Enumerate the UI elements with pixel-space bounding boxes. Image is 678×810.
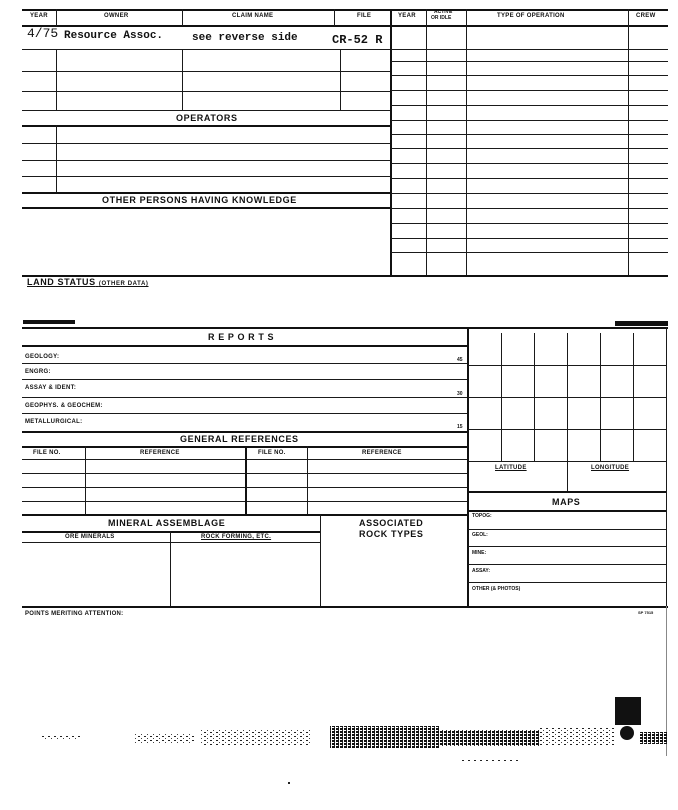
row-rule <box>22 542 320 543</box>
row-rule <box>468 582 666 583</box>
col-claim-name-header: CLAIM NAME <box>232 13 274 19</box>
owner-col-line <box>56 49 57 111</box>
refs-bottom-rule <box>22 514 467 516</box>
refs-col-line-center <box>245 446 247 515</box>
maps-heading: MAPS <box>552 497 581 507</box>
mineral-heading-rule <box>22 531 320 533</box>
right-row-rule <box>391 90 668 91</box>
land-status-sub: (OTHER DATA) <box>98 281 149 287</box>
file-col-line <box>340 49 341 111</box>
right-row-rule <box>391 163 668 164</box>
reports-heading: R E P O R T S <box>208 332 275 342</box>
report-engrg: ENGRG: <box>25 369 51 375</box>
row-rule <box>22 110 390 111</box>
row-rule <box>22 143 390 144</box>
refs-reference-2: REFERENCE <box>362 450 402 456</box>
operators-rule <box>22 125 390 127</box>
report-num-15: 15 <box>457 424 463 430</box>
upper-block-bottom-rule <box>22 275 668 277</box>
row-rule <box>22 160 390 161</box>
row-rule <box>22 176 390 177</box>
entry-owner: Resource Assoc. <box>64 30 164 42</box>
right-row-rule <box>391 148 668 149</box>
right-row-rule <box>391 75 668 76</box>
right-row-rule <box>391 49 668 50</box>
right-row-rule <box>391 252 668 253</box>
col-active-header-2: OR IDLE <box>431 15 452 21</box>
col-owner-header: OWNER <box>104 13 129 19</box>
col-year-header: YEAR <box>30 13 48 19</box>
row-rule <box>22 49 390 50</box>
right-row-rule <box>391 105 668 106</box>
grid-row <box>468 365 666 366</box>
grid-row <box>468 429 666 430</box>
other-persons-rule <box>22 192 390 194</box>
scan-noise-band <box>0 716 678 766</box>
entry-year: 4/75 <box>27 26 59 41</box>
right-row-rule <box>391 120 668 121</box>
row-rule <box>22 397 467 398</box>
associated-rock-types-2: ROCK TYPES <box>359 529 424 539</box>
mineral-assemblage-heading: MINERAL ASSEMBLAGE <box>108 518 226 528</box>
right-row-rule <box>391 134 668 135</box>
maps-geol: GEOL: <box>472 532 488 538</box>
row-rule <box>22 413 467 414</box>
right-row-rule <box>391 61 668 62</box>
row-rule <box>22 379 467 380</box>
header-divider <box>334 9 335 26</box>
refs-col-line <box>85 446 86 515</box>
reports-bottom-rule <box>22 431 467 433</box>
row-rule <box>468 564 666 565</box>
grid-row <box>468 397 666 398</box>
points-meriting-attention: POINTS MERITING ATTENTION: <box>25 611 124 617</box>
report-metallurgical: METALLURGICAL: <box>25 419 83 425</box>
row-rule <box>22 71 390 72</box>
latlong-divider <box>567 461 568 491</box>
longitude-label: LONGITUDE <box>591 465 630 471</box>
maps-assay: ASSAY: <box>472 568 491 574</box>
refs-file-no-2: FILE NO. <box>258 450 286 456</box>
right-row-rule <box>391 208 668 209</box>
refs-col-line <box>307 446 308 515</box>
operators-heading: OPERATORS <box>176 113 238 123</box>
right-row-rule <box>391 238 668 239</box>
rock-forming-label: ROCK FORMING, ETC. <box>201 534 272 540</box>
header-divider <box>182 9 183 26</box>
row-rule <box>22 363 467 364</box>
row-rule <box>468 529 666 530</box>
report-num-30: 30 <box>457 391 463 397</box>
land-status-heading <box>27 278 149 287</box>
row-rule <box>22 91 390 92</box>
ore-minerals-label: ORE MINERALS <box>65 534 115 540</box>
land-status-label: LAND STATUS <box>27 277 96 287</box>
reports-right-divider <box>467 327 469 607</box>
maps-other: OTHER (& PHOTOS) <box>472 586 521 592</box>
right-row-rule <box>391 223 668 224</box>
col-crew-header: CREW <box>636 13 656 19</box>
report-geophys: GEOPHYS. & GEOCHEM: <box>25 403 103 409</box>
col-file-header: FILE <box>357 13 372 19</box>
reports-top-rule <box>22 327 668 329</box>
claim-col-line <box>182 49 183 111</box>
latlong-bottom-rule <box>468 491 666 493</box>
scan-speck <box>288 782 290 784</box>
report-geology: GEOLOGY: <box>25 354 60 360</box>
maps-mine: MINE: <box>472 550 487 556</box>
refs-file-no-1: FILE NO. <box>33 450 61 456</box>
col-active-header-1: ACTIVE <box>434 9 453 15</box>
report-num-45: 45 <box>457 357 463 363</box>
entry-file: CR-52 R <box>332 33 383 47</box>
col-year2-header: YEAR <box>398 13 416 19</box>
rock-types-col-line <box>320 514 321 607</box>
general-references-heading: GENERAL REFERENCES <box>180 434 299 444</box>
header-bottom-rule <box>22 25 668 27</box>
right-row-rule <box>391 193 668 194</box>
lower-block-bottom-rule <box>22 606 668 608</box>
maps-heading-rule <box>468 510 666 512</box>
refs-reference-1: REFERENCE <box>140 450 180 456</box>
grid-right-edge <box>666 327 667 607</box>
header-top-rule <box>22 9 668 11</box>
other-persons-rule-2 <box>22 207 390 209</box>
associated-rock-types-1: ASSOCIATED <box>359 518 424 528</box>
header-divider <box>56 9 57 26</box>
black-bar-left <box>23 320 75 324</box>
other-persons-heading: OTHER PERSONS HAVING KNOWLEDGE <box>102 195 297 205</box>
report-assay: ASSAY & IDENT: <box>25 385 77 391</box>
reports-heading-rule <box>22 345 467 347</box>
black-bar-right <box>615 321 668 326</box>
row-rule <box>468 546 666 547</box>
form-code: SP 7515 <box>638 610 654 615</box>
maps-topog: TOPOG: <box>472 513 492 519</box>
latitude-label: LATITUDE <box>495 465 527 471</box>
mineral-col-line <box>170 531 171 607</box>
entry-claim-name: see reverse side <box>192 32 298 44</box>
operators-col-line <box>56 125 57 192</box>
right-row-rule <box>391 178 668 179</box>
col-type-header: TYPE OF OPERATION <box>497 13 565 19</box>
